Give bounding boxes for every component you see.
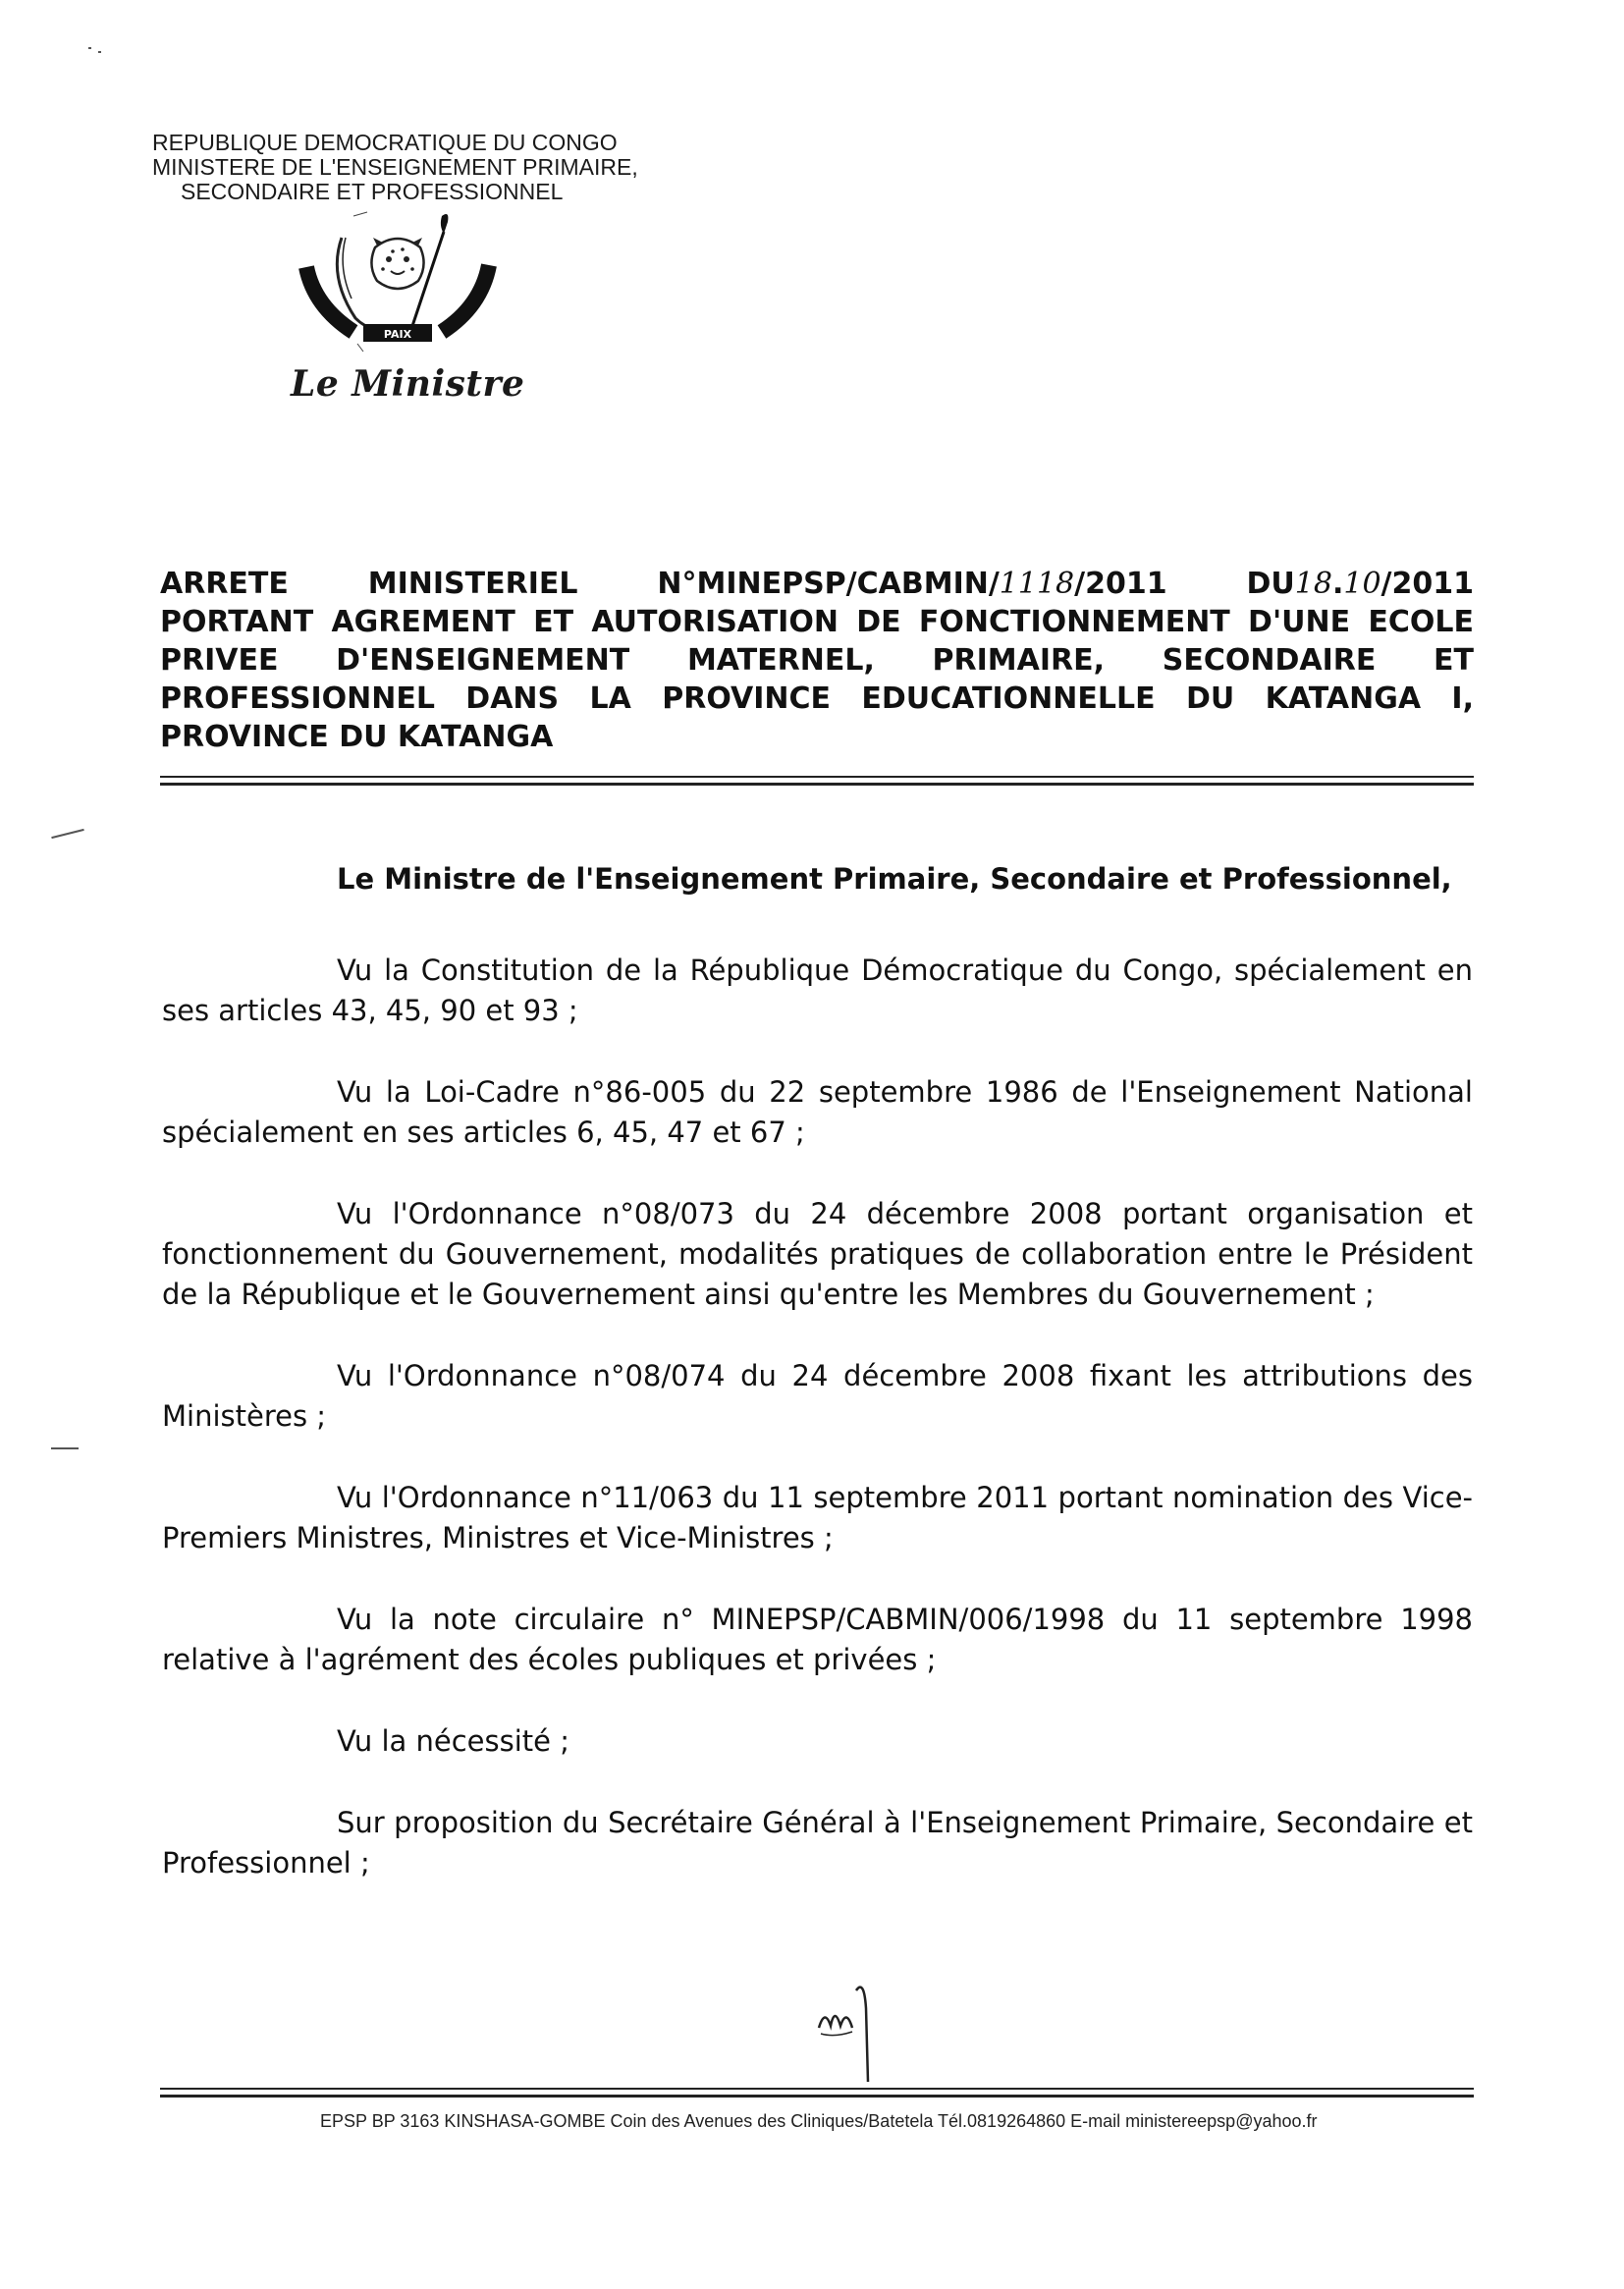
scan-speck: [51, 1447, 79, 1449]
ministry-line-2: SECONDAIRE ET PROFESSIONNEL: [181, 179, 564, 204]
scan-speck: [98, 51, 101, 53]
consideration-paragraph: Vu la Loi-Cadre n°86-005 du 22 septembre 1986 de l'Enseignement National spécialement en ses articles 6, 45, 47 et 67 ;: [162, 1075, 1473, 1149]
decree-year: /2011: [1380, 567, 1474, 601]
scan-speck: [51, 829, 83, 839]
consideration-paragraph: Vu l'Ordonnance n°08/074 du 24 décembre 2008 fixant les attributions des Ministères ;: [162, 1359, 1473, 1433]
title-line-4: PROFESSIONNEL DANS LA PROVINCE EDUCATIONNELLE DU KATANGA I,: [160, 681, 1474, 716]
handwritten-initials: [813, 1979, 892, 2087]
date-separator: .: [1331, 567, 1344, 601]
title-line-3: PRIVEE D'ENSEIGNEMENT MATERNEL, PRIMAIRE, SECONDAIRE ET: [160, 643, 1474, 678]
consideration-paragraph: Vu la Constitution de la République Démocratique du Congo, spécialement en ses articles 43, 45, 90 et 93 ;: [162, 954, 1473, 1027]
consideration-paragraph: Vu la note circulaire n° MINEPSP/CABMIN/006/1998 du 11 septembre 1998 relative à l'agrément des écoles publiques et privées ;: [162, 1603, 1473, 1676]
footer-divider: [160, 2088, 1474, 2090]
title-prefix: ARRETE MINISTERIEL N°MINEPSP/CABMIN/: [160, 567, 1000, 601]
decree-day: 18: [1294, 567, 1332, 601]
letterhead: [147, 131, 736, 204]
country-name: REPUBLIQUE DEMOCRATIQUE DU CONGO: [152, 130, 618, 155]
consideration-paragraph: Vu l'Ordonnance n°11/063 du 11 septembre 2011 portant nomination des Vice-Premiers Ministres, Ministres et Vice-Ministres ;: [162, 1481, 1473, 1554]
footer-address: EPSP BP 3163 KINSHASA-GOMBE Coin des Avenues des Cliniques/Batetela Tél.0819264860 E-mail ministereepsp@yahoo.fr: [320, 2111, 1318, 2131]
coat-of-arms-icon: [295, 208, 501, 355]
consideration-paragraph: Vu l'Ordonnance n°08/073 du 24 décembre 2008 portant organisation et fonctionnement du Gouvernement, modalités pratiques de collaboration entre le Président de la République et le Gouvernement ainsi qu'entre les Membres du Gouvernement ;: [162, 1197, 1473, 1311]
consideration-paragraph: Sur proposition du Secrétaire Général à l'Enseignement Primaire, Secondaire et Professionnel ;: [162, 1806, 1473, 1880]
decree-body: [162, 859, 1473, 1925]
ministry-line-1: MINISTERE DE L'ENSEIGNEMENT PRIMAIRE,: [152, 154, 638, 180]
title-mid: /2011 DU: [1074, 567, 1295, 601]
intro-paragraph: Le Ministre de l'Enseignement Primaire, Secondaire et Professionnel,: [337, 862, 1452, 896]
title-divider: [160, 776, 1474, 778]
decree-title: [160, 565, 1474, 756]
minister-title: Le Ministre: [291, 363, 525, 405]
svg-text:PAIX: PAIX: [383, 328, 412, 341]
consideration-paragraph: Vu la nécessité ;: [337, 1724, 569, 1758]
decree-number: 1118: [999, 567, 1075, 601]
decree-month: 10: [1343, 567, 1381, 601]
title-line-2: PORTANT AGREMENT ET AUTORISATION DE FONCTIONNEMENT D'UNE ECOLE: [160, 605, 1474, 639]
title-line-5: PROVINCE DU KATANGA: [160, 720, 554, 754]
scan-speck: [88, 47, 91, 49]
title-line-1: [160, 565, 1474, 603]
